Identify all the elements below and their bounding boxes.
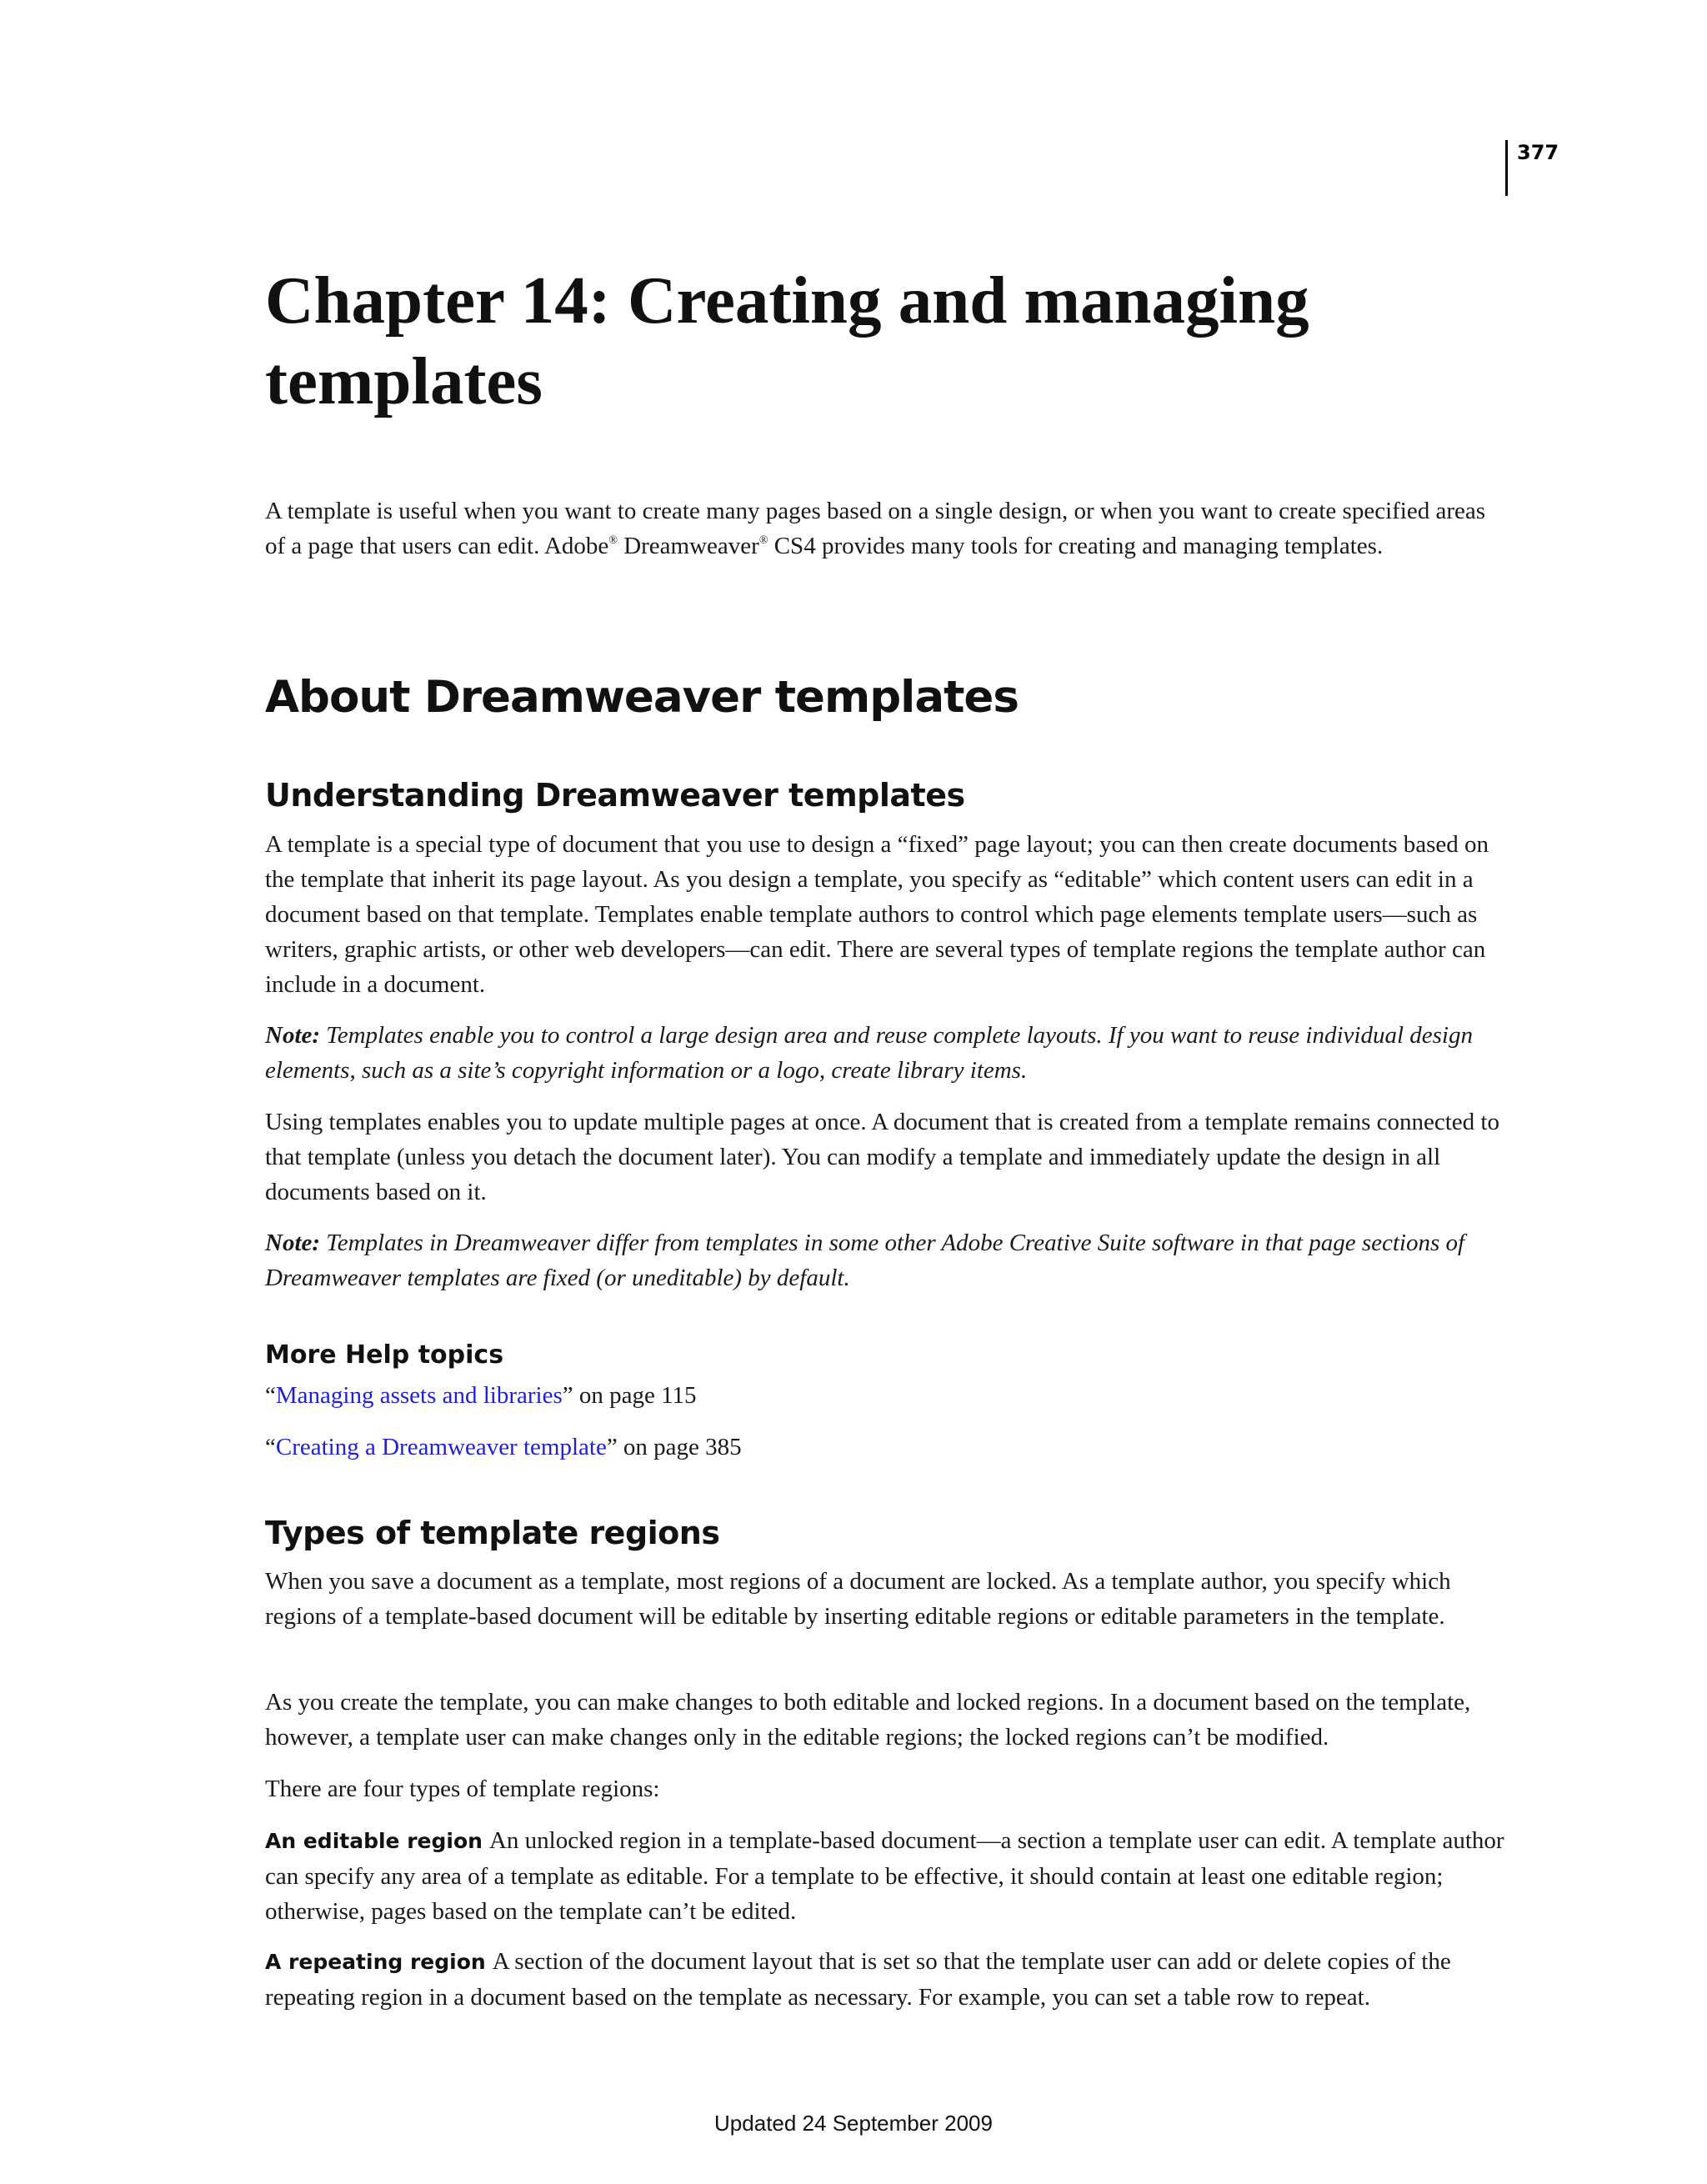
open-quote: “ <box>265 1434 276 1460</box>
note-text: Templates enable you to control a large design area and reuse complete layouts. If you want to reuse individual design elements, such as a site’s copyright information or a logo, create library items. <box>265 1022 1473 1084</box>
note-label: Note: <box>265 1230 321 1256</box>
definition-repeating-region <box>265 1944 1507 2015</box>
registered-mark: ® <box>608 534 618 547</box>
intro-text-3: CS4 provides many tools for creating and managing templates. <box>768 533 1384 559</box>
link-creating-template[interactable]: Creating a Dreamweaver template <box>275 1434 607 1460</box>
types-paragraph-2: As you create the template, you can make changes to both editable and locked regions. In a document based on the template, however, a template user can make changes only in the editable regions; the locked regions can’t be modified. <box>265 1689 1471 1751</box>
open-quote: “ <box>265 1382 276 1409</box>
chapter-title: Chapter 14: Creating and managing templates <box>265 263 1309 418</box>
intro-text-2: Dreamweaver <box>617 533 759 559</box>
page-reference: ” on page 115 <box>562 1382 697 1409</box>
page-reference: ” on page 385 <box>606 1434 742 1460</box>
page-number: 377 <box>1517 141 1559 164</box>
note-label: Note: <box>265 1022 321 1049</box>
more-help-heading: More Help topics <box>265 1340 504 1370</box>
understanding-paragraph-2: Using templates enables you to update multiple pages at once. A document that is created from a template remains connected to that template (unless you detach the document later). You can modify a template and immediately update the design in all documents based on it. <box>265 1109 1499 1205</box>
note-1 <box>265 1018 1507 1088</box>
subheading-types: Types of template regions <box>265 1515 720 1551</box>
types-paragraph-1: When you save a document as a template, most regions of a document are locked. As a template author, you specify which regions of a template-based document will be editable by inserting editable regions or editable parameters in the template. <box>265 1568 1451 1630</box>
note-text: Templates in Dreamweaver differ from templates in some other Adobe Creative Suite software in that page sections of Dreamweaver templates are fixed (or uneditable) by default. <box>265 1230 1465 1291</box>
intro-text-1: A template is useful when you want to create many pages based on a single design, or when you want to create specified areas of a page that users can edit. Adobe <box>265 498 1486 559</box>
link-managing-assets[interactable]: Managing assets and libraries <box>275 1382 563 1409</box>
definition-text: An unlocked region in a template-based document—a section a template user can edit. A template author can specify any area of a template as editable. For a template to be effective, it should contain at least one editable region; otherwise, pages based on the template can’t be edited. <box>265 1827 1504 1925</box>
section-heading-about: About Dreamweaver templates <box>265 672 1019 723</box>
definition-text: A section of the document layout that is set so that the template user can add or delete copies of the repeating region in a document based on the template as necessary. For example, you can set a table row to repeat. <box>265 1948 1451 2011</box>
page-number-rule <box>1505 140 1508 196</box>
term-editable-region: An editable region <box>265 1829 483 1853</box>
help-link-item <box>265 1430 1507 1465</box>
note-2 <box>265 1225 1507 1295</box>
intro-paragraph <box>265 493 1507 564</box>
term-repeating-region: A repeating region <box>265 1950 486 1974</box>
page-footer: Updated 24 September 2009 <box>714 2111 993 2136</box>
understanding-paragraph-1: A template is a special type of document that you use to design a “fixed” page layout; you can then create documents based on the template that inherit its page layout. As you design a template, you specify as “editable” which content users can edit in a document based on that template. Templates enable template authors to control which page elements template users—such as writers, graphic artists, or other web developers—can edit. There are several types of template regions the template author can include in a document. <box>265 831 1489 998</box>
definition-editable-region <box>265 1823 1507 1929</box>
types-paragraph-3: There are four types of template regions: <box>265 1776 660 1802</box>
help-link-item <box>265 1378 1507 1413</box>
subheading-understanding: Understanding Dreamweaver templates <box>265 777 965 814</box>
registered-mark: ® <box>758 534 768 547</box>
